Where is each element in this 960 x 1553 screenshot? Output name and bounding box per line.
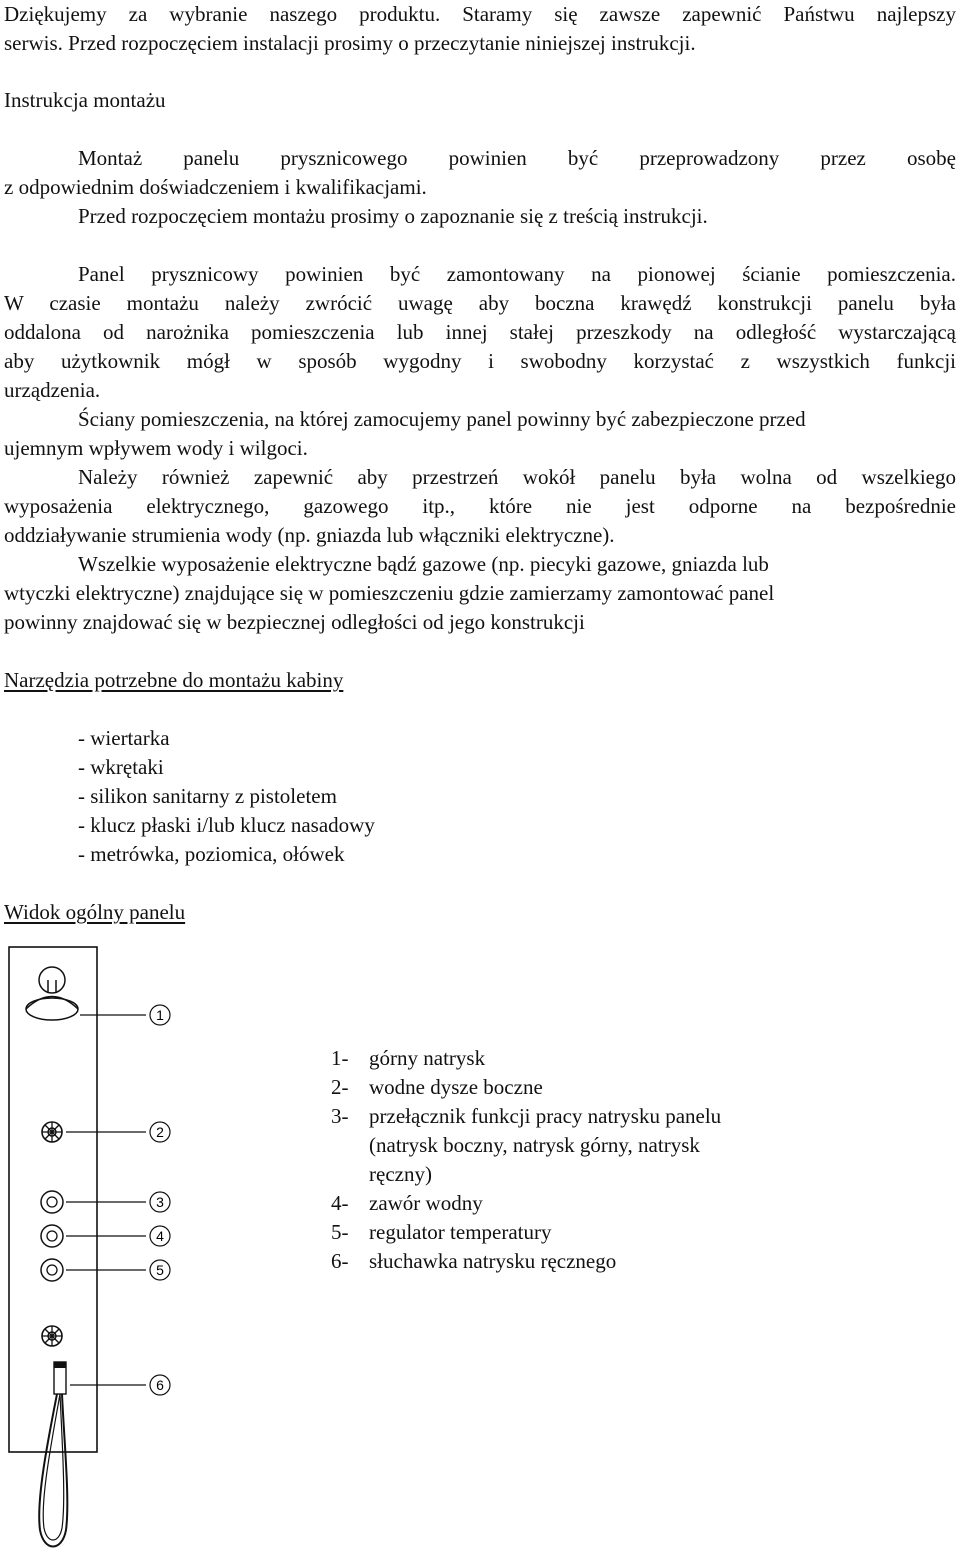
legend-text: górny natrysk bbox=[369, 1046, 486, 1070]
intro-line-1: Dziękujemy za wybranie naszego produktu. Staramy się zawsze zapewnić Państwu najlepszy bbox=[4, 2, 956, 26]
legend-text: ręczny) bbox=[369, 1162, 432, 1186]
legend-text: regulator temperatury bbox=[369, 1220, 552, 1244]
callout-4 bbox=[150, 1226, 170, 1246]
svg-text:2: 2 bbox=[156, 1124, 164, 1140]
install-p2: Przed rozpoczęciem montażu prosimy o zapoznanie się z treścią instrukcji. bbox=[78, 204, 708, 228]
install-p4-line-1: Ściany pomieszczenia, na której zamocujemy panel powinny być zabezpieczone przed bbox=[78, 407, 806, 431]
shower-panel-diagram bbox=[0, 940, 300, 1553]
install-p3-line-1: Panel prysznicowy powinien być zamontowany na pionowej ścianie pomieszczenia. bbox=[78, 262, 956, 286]
water-valve-icon bbox=[41, 1225, 63, 1247]
install-p3-line-4: aby użytkownik mógł w sposób wygodny i swobodny korzystać z wszystkich funkcji bbox=[4, 349, 956, 373]
svg-text:6: 6 bbox=[156, 1377, 164, 1393]
svg-text:3: 3 bbox=[156, 1194, 164, 1210]
install-p5-line-2: wyposażenia elektrycznego, gazowego itp., które nie jest odporne na bezpośrednie bbox=[4, 494, 956, 518]
install-p6-line-1: Wszelkie wyposażenie elektryczne bądź gazowe (np. piecyki gazowe, gniazda lub bbox=[78, 552, 769, 576]
install-heading: Instrukcja montażu bbox=[4, 88, 166, 112]
temperature-regulator-icon bbox=[41, 1259, 63, 1281]
top-shower-head-icon bbox=[26, 967, 78, 1020]
legend-text: przełącznik funkcji pracy natrysku panelu bbox=[369, 1104, 722, 1128]
tools-list-item: - silikon sanitarny z pistoletem bbox=[78, 784, 337, 808]
tools-list bbox=[78, 724, 375, 869]
callout-2 bbox=[150, 1122, 170, 1142]
install-p1-line-1: Montaż panelu prysznicowego powinien być przeprowadzony przez osobę bbox=[78, 146, 956, 170]
legend-row bbox=[331, 1073, 721, 1102]
svg-text:4: 4 bbox=[156, 1228, 164, 1244]
side-jet-lower-icon bbox=[42, 1326, 62, 1346]
legend-num: 6- bbox=[331, 1249, 349, 1273]
legend-text: słuchawka natrysku ręcznego bbox=[369, 1249, 617, 1273]
install-p1-line-2: z odpowiednim doświadczeniem i kwalifikacjami. bbox=[4, 175, 427, 199]
legend-num: 2- bbox=[331, 1075, 349, 1099]
legend-row bbox=[331, 1218, 721, 1247]
legend-num: 1- bbox=[331, 1046, 349, 1070]
legend-text: wodne dysze boczne bbox=[369, 1075, 543, 1099]
legend-num: 3- bbox=[331, 1104, 349, 1128]
legend-text: zawór wodny bbox=[369, 1191, 483, 1215]
tools-heading: Narzędzia potrzebne do montażu kabiny bbox=[4, 668, 344, 692]
callout-3 bbox=[150, 1192, 170, 1212]
legend-row bbox=[331, 1044, 721, 1073]
callout-1 bbox=[150, 1005, 170, 1025]
install-p4-line-2: ujemnym wpływem wody i wilgoci. bbox=[4, 436, 308, 460]
legend-row bbox=[331, 1160, 721, 1189]
tools-list-item: - klucz płaski i/lub klucz nasadowy bbox=[78, 813, 375, 837]
install-p3-line-2: W czasie montażu należy zwrócić uwagę aby boczna krawędź konstrukcji panelu była bbox=[4, 291, 956, 315]
legend-row bbox=[331, 1102, 721, 1131]
legend-row bbox=[331, 1131, 721, 1160]
tools-list-item: - wkrętaki bbox=[78, 755, 164, 779]
intro-line-2: serwis. Przed rozpoczęciem instalacji prosimy o przeczytanie niniejszej instrukcji. bbox=[4, 31, 696, 55]
install-p3-line-5: urządzenia. bbox=[4, 378, 101, 402]
legend-num: 5- bbox=[331, 1220, 349, 1244]
svg-text:5: 5 bbox=[156, 1262, 164, 1278]
legend-num: 4- bbox=[331, 1191, 349, 1215]
panel-outline bbox=[9, 947, 97, 1452]
side-jet-icon bbox=[42, 1122, 62, 1142]
hand-shower-icon bbox=[39, 1362, 67, 1547]
svg-text:1: 1 bbox=[156, 1007, 164, 1023]
callout-5 bbox=[150, 1260, 170, 1280]
install-p6-line-2: wtyczki elektryczne) znajdujące się w pomieszczeniu gdzie zamierzamy zamontować panel bbox=[4, 581, 775, 605]
tools-list-item: - wiertarka bbox=[78, 726, 170, 750]
callout-6 bbox=[150, 1375, 170, 1395]
legend-num bbox=[331, 1131, 369, 1160]
panel-legend bbox=[331, 1044, 721, 1276]
install-p5-line-1: Należy również zapewnić aby przestrzeń wokół panelu była wolna od wszelkiego bbox=[78, 465, 956, 489]
panel-view-heading: Widok ogólny panelu bbox=[4, 900, 186, 924]
install-p6-line-3: powinny znajdować się w bezpiecznej odległości od jego konstrukcji bbox=[4, 610, 585, 634]
function-switch-icon bbox=[41, 1191, 63, 1213]
tools-list-item: - metrówka, poziomica, ołówek bbox=[78, 842, 345, 866]
legend-row bbox=[331, 1247, 721, 1276]
legend-text: (natrysk boczny, natrysk górny, natrysk bbox=[369, 1133, 700, 1157]
legend-num bbox=[331, 1160, 369, 1189]
install-p3-line-3: oddalona od narożnika pomieszczenia lub innej stałej przeszkody na odległość wystarczającą bbox=[4, 320, 956, 344]
install-p5-line-3: oddziaływanie strumienia wody (np. gniazda lub włączniki elektryczne). bbox=[4, 523, 615, 547]
legend-row bbox=[331, 1189, 721, 1218]
